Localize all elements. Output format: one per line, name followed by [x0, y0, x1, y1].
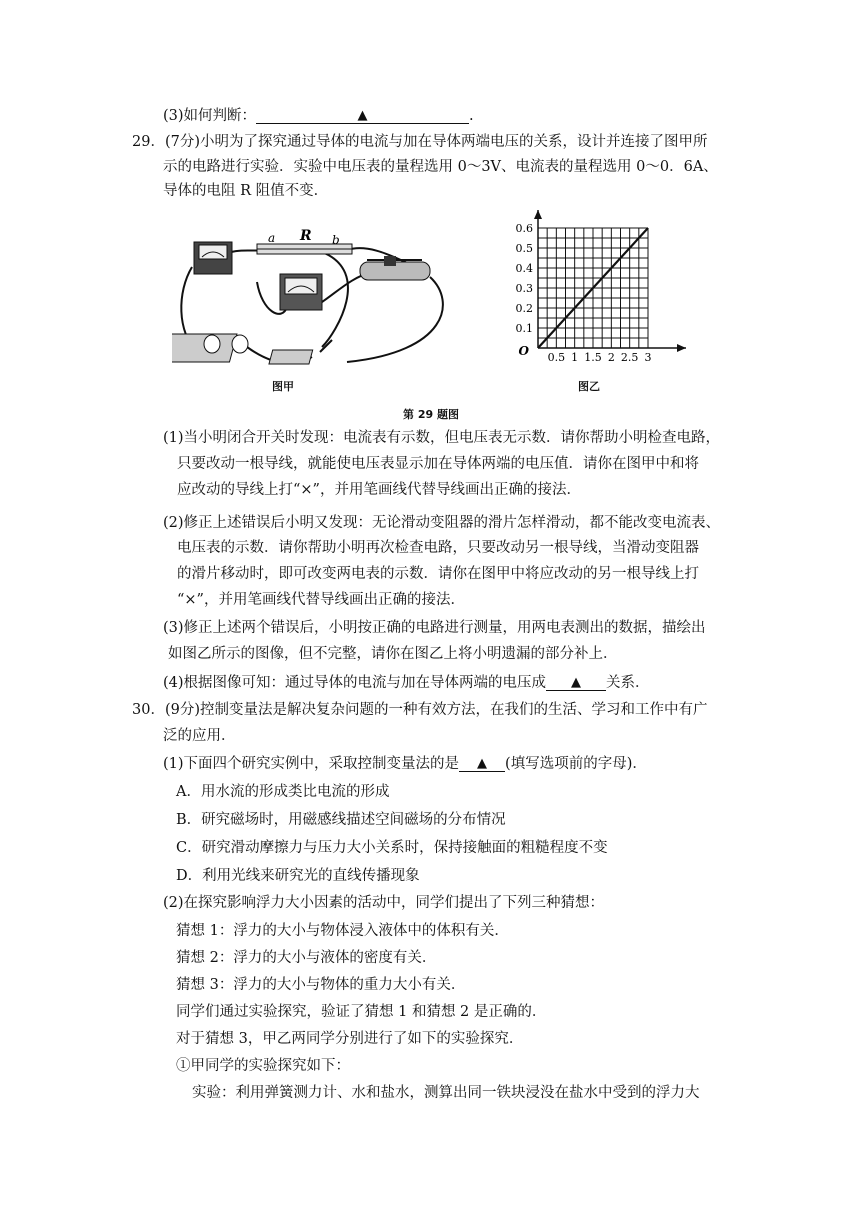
option-b: B．研究磁场时，用磁感线描述空间磁场的分布情况 — [176, 812, 506, 828]
student-a-experiment: 实验：利用弹簧测力计、水和盐水，测算出同一铁块浸没在盐水中受到的浮力大 — [192, 1085, 700, 1101]
label-a: a — [268, 231, 276, 245]
q29-stem-line3: 导体的电阻 R 阻值不变． — [163, 183, 329, 199]
q30-stem-line1: 30．(9分)控制变量法是解决复杂问题的一种有效方法，在我们的生活、学习和工作中有广 — [132, 702, 708, 718]
q29-s1-l3: 应改动的导线上打“×”，并用笔画线代替导线画出正确的接法． — [177, 482, 581, 498]
q29-s4-post: 关系． — [606, 675, 650, 691]
q29-stem-line1: 29．(7分)小明为了探究通过导体的电流与加在导体两端电压的关系，设计并连接了图甲所 — [132, 134, 708, 150]
q30-s1-post: (填写选项前的字母)． — [505, 756, 647, 772]
q29-s2-l3: 的滑片移动时，即可改变两电表的示数．请你在图甲中将应改动的另一根导线上打 — [177, 566, 699, 582]
answer-blank[interactable] — [459, 754, 505, 772]
triangle-marker: ▲ — [477, 756, 488, 771]
q30-s2-l1: (2)在探究影响浮力大小因素的活动中，同学们提出了下列三种猜想： — [163, 895, 605, 911]
student-a-intro: ①甲同学的实验探究如下： — [176, 1058, 350, 1074]
q29-s1-l1: (1)当小明闭合开关时发现：电流表有示数，但电压表无示数．请你帮助小明检查电路， — [163, 430, 721, 446]
y-tick-label: 0.1 — [515, 322, 533, 335]
x-tick-label: 3 — [644, 351, 652, 364]
x-tick-label: 2.5 — [620, 351, 639, 364]
y-tick-label: 0.3 — [515, 282, 533, 295]
label-R: R — [300, 228, 312, 244]
verify-line2: 对于猜想 3，甲乙两同学分别进行了如下的实验探究． — [176, 1031, 524, 1047]
y-tick-label: 0.6 — [515, 222, 533, 235]
y-tick-label: 0.4 — [515, 262, 533, 275]
figure-a-caption: 图甲 — [272, 380, 294, 393]
x-tick-label: 2 — [607, 351, 615, 364]
q29-s4-pre: (4)根据图像可知：通过导体的电流与加在导体两端的电压成 — [163, 675, 547, 691]
x-tick-label: 0.5 — [547, 351, 566, 364]
current-voltage-graph[interactable] — [500, 198, 695, 370]
q29-s3-l1: (3)修正上述两个错误后，小明按正确的电路进行测量，用两电表测出的数据，描绘出 — [163, 620, 706, 636]
y-tick-label: 0.5 — [515, 242, 533, 255]
q29-stem-line2: 示的电路进行实验．实验中电压表的量程选用 0～3V、电流表的量程选用 0～0．6A、 — [163, 159, 718, 175]
circuit-figure[interactable] — [172, 222, 462, 382]
q30-s1-line — [163, 754, 647, 774]
option-a: A．用水流的形成类比电流的形成 — [176, 784, 390, 800]
q29-s4-line — [163, 673, 650, 693]
label-b: b — [332, 233, 340, 247]
x-tick-label: 1.5 — [584, 351, 602, 364]
option-c: C．研究滑动摩擦力与压力大小关系时，保持接触面的粗糙程度不变 — [176, 840, 608, 856]
period: . — [469, 108, 474, 124]
triangle-marker: ▲ — [571, 675, 582, 690]
x-axis-arrow — [677, 344, 686, 352]
answer-blank[interactable] — [256, 106, 469, 124]
q29-s2-l4: “×”，并用笔画线代替导线画出正确的接法． — [177, 592, 465, 608]
origin-label: O — [518, 344, 529, 358]
answer-blank[interactable] — [546, 673, 606, 691]
q30-stem-line2: 泛的应用． — [163, 728, 236, 744]
guess-2: 猜想 2：浮力的大小与液体的密度有关． — [176, 950, 437, 966]
verify-line1: 同学们通过实验探究，验证了猜想 1 和猜想 2 是正确的． — [176, 1004, 547, 1020]
q29-s1-l2: 只要改动一根导线，就能使电压表显示加在导体两端的电压值．请你在图甲中和将 — [177, 456, 699, 472]
guess-3: 猜想 3：浮力的大小与物体的重力大小有关． — [176, 977, 466, 993]
x-tick-label: 1 — [571, 351, 579, 364]
y-tick-label: 0.2 — [515, 302, 533, 315]
q28-sub3-label: (3)如何判断： — [163, 108, 257, 124]
q29-s2-l1: (2)修正上述错误后小明又发现：无论滑动变阻器的滑片怎样滑动，都不能改变电流表、 — [163, 515, 721, 531]
q29-s3-l2: 如图乙所示的图像，但不完整，请你在图乙上将小明遗漏的部分补上． — [168, 646, 618, 662]
option-d: D．利用光线来研究光的直线传播现象 — [176, 868, 420, 884]
figure-b-caption: 图乙 — [578, 380, 600, 393]
triangle-marker: ▲ — [357, 108, 368, 123]
q28-sub3-line — [163, 106, 474, 126]
y-axis-arrow — [534, 210, 542, 219]
figure-group-caption: 第 29 题图 — [403, 408, 459, 421]
q30-s1-pre: (1)下面四个研究实例中，采取控制变量法的是 — [163, 756, 460, 772]
guess-1: 猜想 1：浮力的大小与物体浸入液体中的体积有关． — [176, 923, 509, 939]
q29-s2-l2: 电压表的示数．请你帮助小明再次检查电路，只要改动另一根导线，当滑动变阻器 — [177, 540, 699, 556]
